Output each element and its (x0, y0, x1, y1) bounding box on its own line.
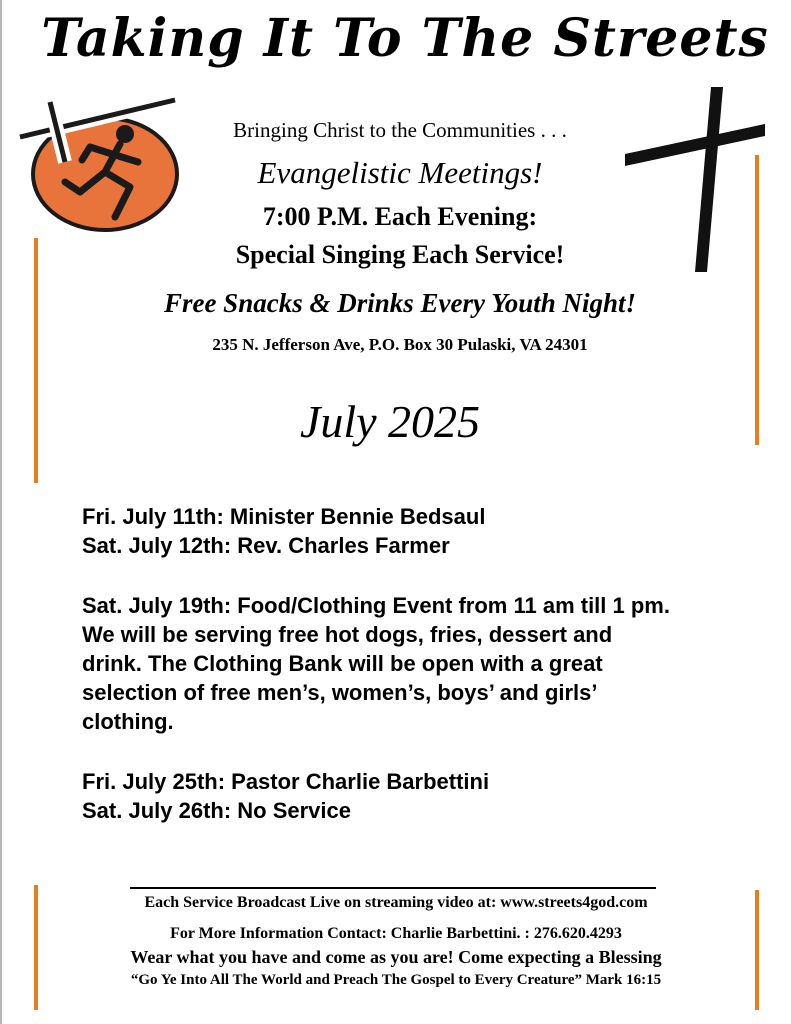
page-edge-line (0, 0, 2, 1024)
youth-night: Free Snacks & Drinks Every Youth Night! (163, 288, 637, 318)
orange-accent-left-bottom (34, 885, 38, 1010)
footer-divider (130, 887, 656, 889)
month-heading: July 2025 (299, 396, 481, 447)
meetings-heading: Evangelistic Meetings! (257, 155, 543, 190)
orange-accent-left (34, 238, 38, 483)
tagline: Bringing Christ to the Communities . . . (233, 118, 567, 142)
schedule-line: Fri. July 11th: Minister Bennie Bedsaul (82, 504, 486, 529)
event-line: clothing. (82, 709, 174, 734)
meeting-time: 7:00 P.M. Each Evening: (262, 202, 538, 231)
broadcast-info: Each Service Broadcast Live on streaming video at: www.streets4god.com (144, 894, 648, 911)
schedule-line: Sat. July 12th: Rev. Charles Farmer (82, 533, 450, 558)
special-singing: Special Singing Each Service! (235, 240, 565, 269)
flyer-title: Taking It To The Streets (41, 8, 769, 69)
orange-accent-right-bottom (755, 890, 759, 1010)
event-line: selection of free men’s, women’s, boys’ and girls’ (82, 680, 598, 705)
scripture-verse: “Go Ye Into All The World and Preach The Gospel to Every Creature” Mark 16:15 (130, 972, 662, 988)
event-line: Sat. July 19th: Food/Clothing Event from 11 am till 1 pm. (82, 593, 670, 618)
schedule-line: Fri. July 25th: Pastor Charlie Barbettini (82, 769, 490, 794)
schedule-block-2 (82, 767, 489, 825)
contact-info: For More Information Contact: Charlie Barbettini. : 276.620.4293 (170, 925, 622, 942)
schedule-line: Sat. July 26th: No Service (82, 798, 351, 823)
event-line: We will be serving free hot dogs, fries, dessert and (82, 622, 613, 647)
schedule-event-block (82, 591, 670, 736)
schedule-block-1 (82, 502, 485, 560)
address: 235 N. Jefferson Ave, P.O. Box 30 Pulaski, VA 24301 (212, 335, 588, 354)
event-line: drink. The Clothing Bank will be open with a great (82, 651, 603, 676)
wear-message: Wear what you have and come as you are! Come expecting a Blessing (130, 947, 662, 967)
